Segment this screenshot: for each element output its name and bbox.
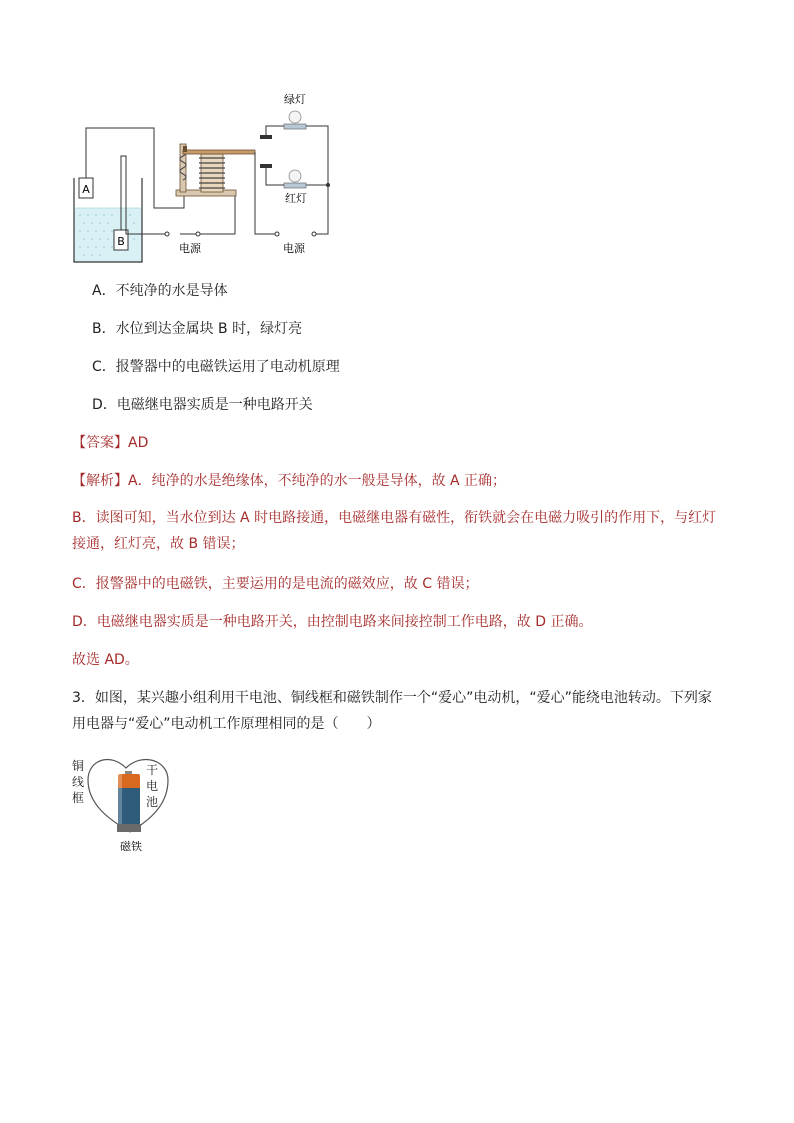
heart-motor-figure <box>70 750 190 855</box>
analysis-conclusion: 故选 AD。 <box>72 652 139 668</box>
label-magnet: 磁铁 <box>120 840 142 853</box>
power-terminal <box>312 232 316 236</box>
option-d: D．电磁继电器实质是一种电路开关 <box>92 397 313 413</box>
answer-value: AD <box>128 435 149 451</box>
analysis-a-text: A．纯净的水是绝缘体，不纯净的水一般是导体，故 A 正确； <box>128 473 507 489</box>
analysis-tag: 【解析】 <box>72 473 128 489</box>
contact-top <box>260 135 272 139</box>
label-green-lamp: 绿灯 <box>284 93 306 106</box>
answer-line <box>72 433 148 453</box>
analysis-b: B．读图可知，当水位到达 A 时电路接通，电磁继电器有磁性，衔铁就会在电磁力吸引的作用下，与红灯接通，红灯亮，故 B 错误； <box>72 510 717 552</box>
red-lamp <box>284 170 306 188</box>
label-copper-frame: 铜线框 <box>72 759 85 805</box>
option-a: A．不纯净的水是导体 <box>92 283 228 299</box>
label-battery: 干电池 <box>146 763 159 809</box>
contact-bottom <box>260 164 272 168</box>
analysis-a <box>72 471 506 491</box>
analysis-c: C．报警器中的电磁铁，主要运用的是电流的磁效应，故 C 错误； <box>72 576 479 592</box>
power-terminal <box>165 232 169 236</box>
question-3: 3．如图，某兴趣小组利用干电池、铜线框和磁铁制作一个“爱心”电动机，“爱心”能绕电池转动。下列家用电器与“爱心”电动机工作原理相同的是（ ） <box>72 690 712 732</box>
junction <box>326 183 330 187</box>
power-terminal <box>275 232 279 236</box>
option-b: B．水位到达金属块 B 时，绿灯亮 <box>92 321 303 337</box>
label-a: A <box>82 183 90 196</box>
label-power-2: 电源 <box>283 242 305 255</box>
label-b: B <box>117 235 125 248</box>
relay <box>176 144 255 196</box>
relay-circuit-figure <box>70 90 340 265</box>
power-terminal <box>196 232 200 236</box>
label-power-1: 电源 <box>179 242 201 255</box>
answer-tag: 【答案】 <box>72 435 128 451</box>
analysis-d: D．电磁继电器实质是一种电路开关，由控制电路来间接控制工作电路，故 D 正确。 <box>72 614 593 630</box>
option-c: C．报警器中的电磁铁运用了电动机原理 <box>92 359 340 375</box>
battery <box>117 771 141 832</box>
green-lamp <box>284 111 306 129</box>
label-red-lamp: 红灯 <box>285 192 307 205</box>
